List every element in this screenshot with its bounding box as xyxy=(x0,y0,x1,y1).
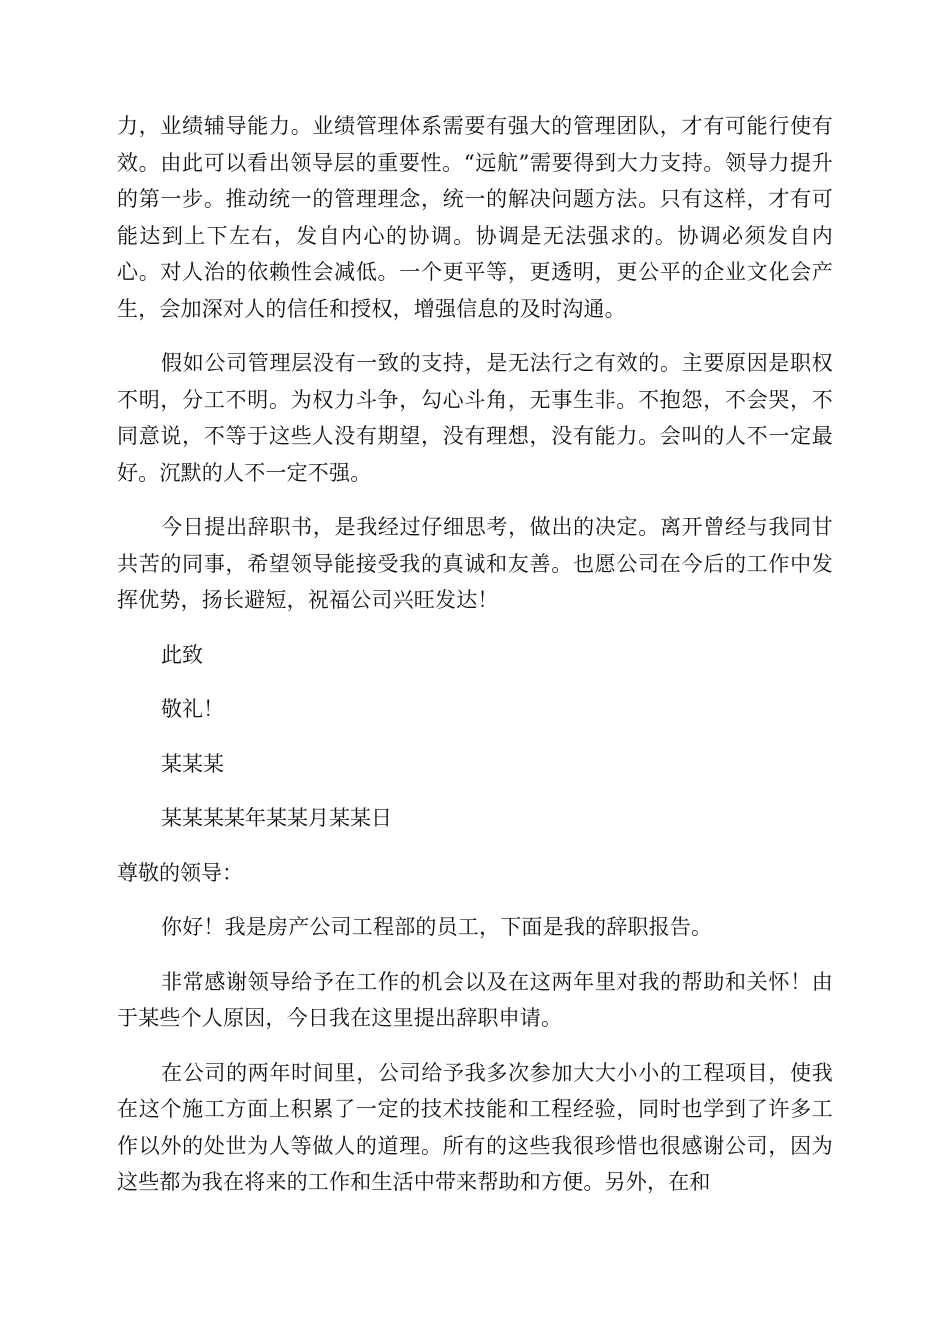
document-page xyxy=(117,108,833,1219)
body-paragraph-2: 假如公司管理层没有一致的支持，是无法行之有效的。主要原因是职权不明，分工不明。为权力斗争，勾心斗角，无事生非。不抱怨，不会哭，不同意说，不等于这些人没有期望，没有理想，没有能力。会叫的人不一定最好。沉默的人不一定不强。 xyxy=(117,351,833,485)
closing-line-2: 敬礼！ xyxy=(161,697,224,721)
salutation: 尊敬的领导： xyxy=(117,860,243,885)
greeting-paragraph: 你好！我是房产公司工程部的员工，下面是我的辞职报告。 xyxy=(161,915,713,939)
body-paragraph-3: 今日提出辞职书，是我经过仔细思考，做出的决定。离开曾经与我同甘共苦的同事，希望领导能接受我的真诚和友善。也愿公司在今后的工作中发挥优势，扬长避短，祝福公司兴旺发达！ xyxy=(117,515,833,612)
letter2-paragraph-2: 在公司的两年时间里，公司给予我多次参加大大小小的工程项目，使我在这个施工方面上积累了一定的技术技能和工程经验，同时也学到了许多工作以外的处世为人等做人的道理。所有的这些我很珍惜也很感谢公司，因为这些都为我在将来的工作和生活中带来帮助和方便。另外，在和 xyxy=(117,1060,833,1194)
date-line: 某某某某年某某月某某日 xyxy=(161,806,392,830)
signature: 某某某 xyxy=(161,751,224,776)
letter2-paragraph-1: 非常感谢领导给予在工作的机会以及在这两年里对我的帮助和关怀！由于某些个人原因，今日我在这里提出辞职申请。 xyxy=(117,969,833,1030)
closing-line-1: 此致 xyxy=(161,642,203,667)
body-paragraph-1: 力，业绩辅导能力。业绩管理体系需要有强大的管理团队，才有可能行使有效。由此可以看出领导层的重要性。“远航”需要得到大力支持。领导力提升的第一步。推动统一的管理理念，统一的解决问题方法。只有这样，才有可能达到上下左右，发自内心的协调。协调是无法强求的。协调必须发自内心。对人治的依赖性会减低。一个更平等，更透明，更公平的企业文化会产生，会加深对人的信任和授权，增强信息的及时沟通。 xyxy=(117,114,833,321)
